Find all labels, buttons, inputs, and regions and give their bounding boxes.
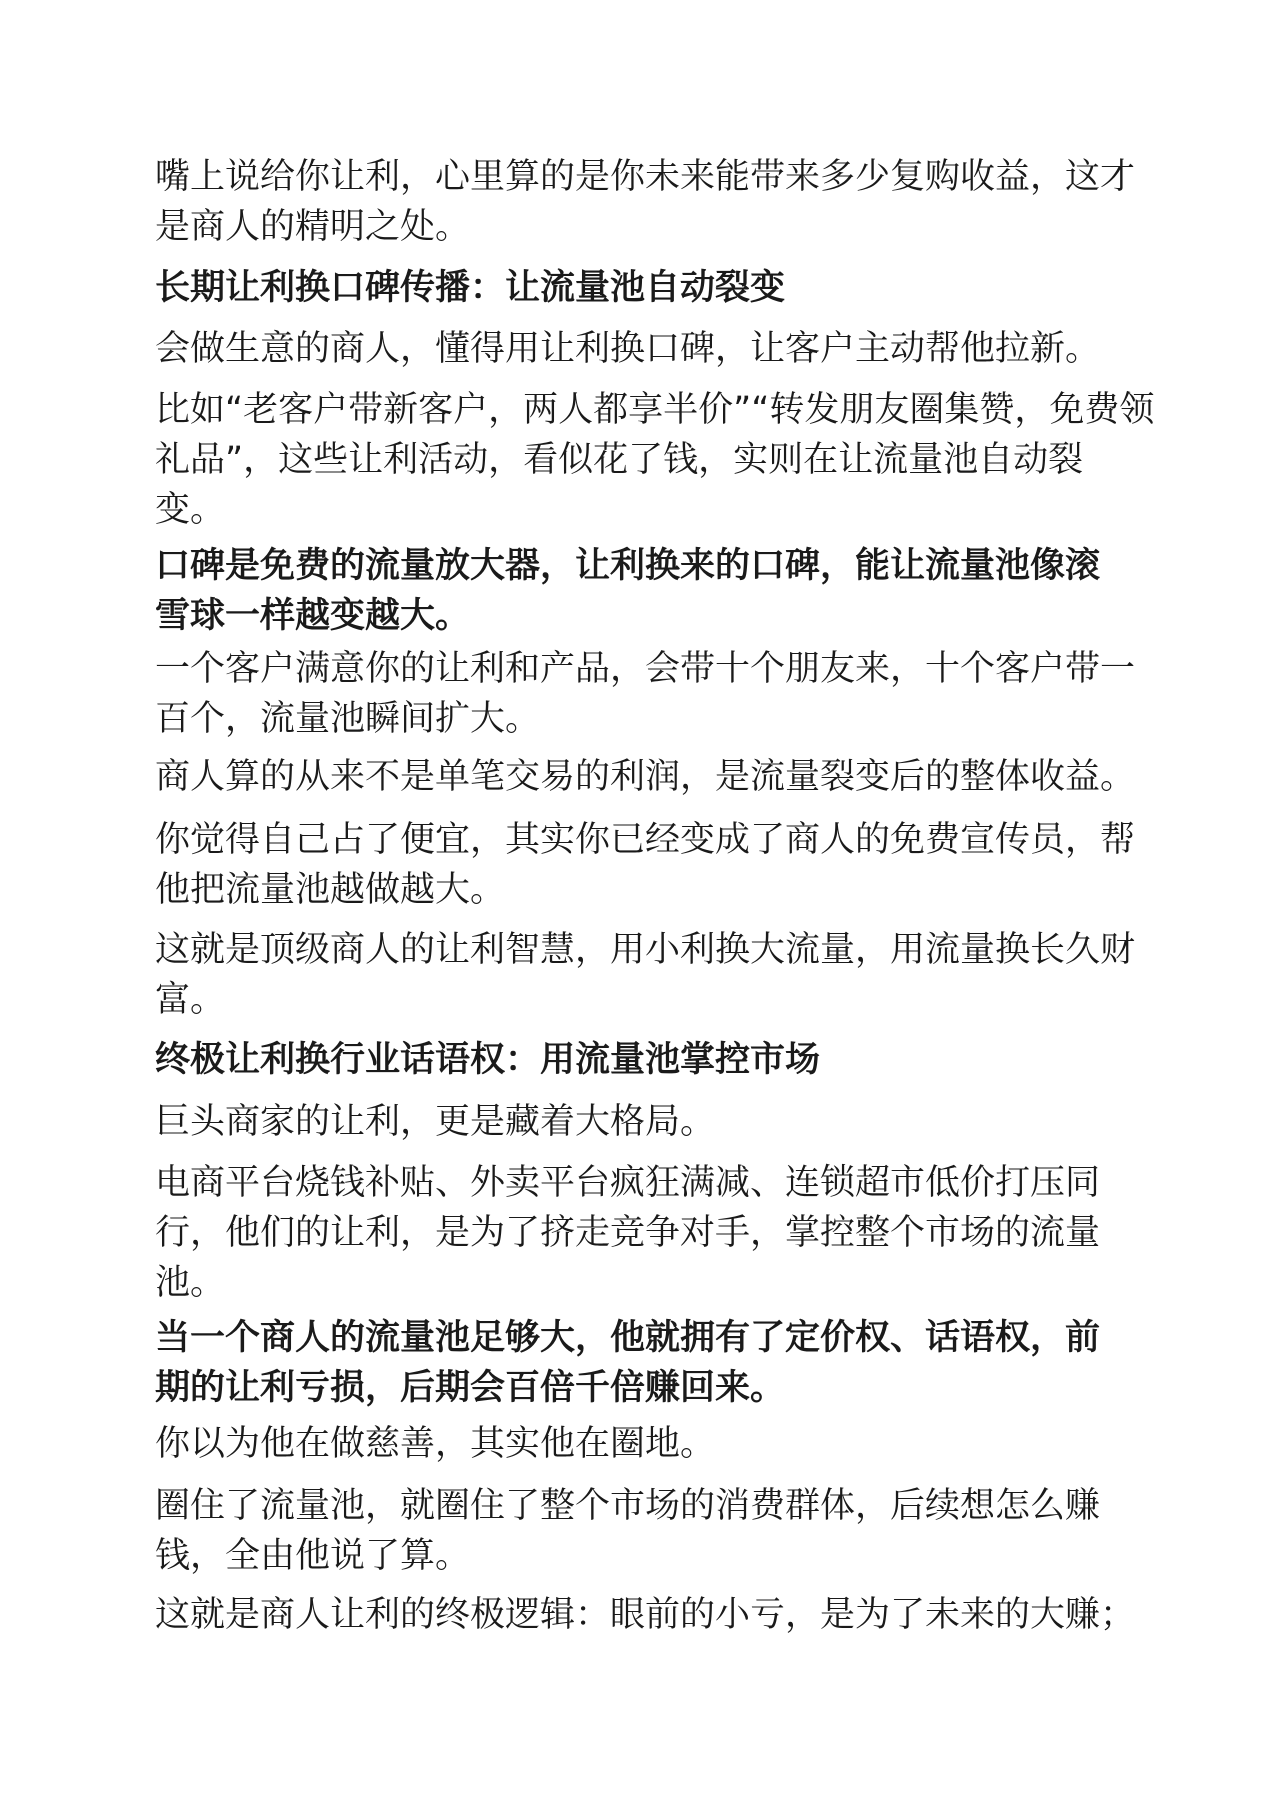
text-line: 一个客户满意你的让利和产品，会带十个朋友来，十个客户带一 <box>155 649 1136 689</box>
text-line: 这就是商人让利的终极逻辑：眼前的小亏，是为了未来的大赚； <box>155 1595 1136 1635</box>
text-line: 长期让利换口碑传播：让流量池自动裂变 <box>155 268 786 308</box>
text-line: 钱，全由他说了算。 <box>155 1536 471 1576</box>
section-heading-market-control <box>155 1035 1120 1085</box>
text-line: 富。 <box>155 980 226 1020</box>
paragraph-emphasis-pricing-power <box>155 1313 1120 1413</box>
text-line: 是商人的精明之处。 <box>155 207 471 247</box>
section-heading-word-of-mouth <box>155 263 1120 313</box>
text-line: 行，他们的让利，是为了挤走竞争对手，掌控整个市场的流量 <box>155 1213 1101 1253</box>
text-line: 变。 <box>155 490 226 530</box>
paragraph-ultimate-logic <box>155 1590 1136 1640</box>
text-line: 商人算的从来不是单笔交易的利润，是流量裂变后的整体收益。 <box>155 757 1136 797</box>
paragraph-free-promoter <box>155 815 1136 915</box>
paragraph-customer-growth <box>155 644 1136 744</box>
text-line: 嘴上说给你让利，心里算的是你未来能带来多少复购收益，这才 <box>155 157 1136 197</box>
paragraph-resale-profit <box>155 152 1136 252</box>
paragraph-big-picture <box>155 1097 1120 1147</box>
paragraph-land-grab <box>155 1419 1120 1469</box>
paragraph-overall-revenue <box>155 752 1136 802</box>
text-line: 巨头商家的让利，更是藏着大格局。 <box>155 1102 716 1142</box>
text-line: 雪球一样越变越大。 <box>155 596 471 636</box>
paragraph-example-campaigns <box>155 385 1155 535</box>
paragraph-platform-subsidies <box>155 1158 1120 1308</box>
text-line: 当一个商人的流量池足够大，他就拥有了定价权、话语权，前 <box>155 1318 1101 1358</box>
text-line: 圈住了流量池，就圈住了整个市场的消费群体，后续想怎么赚 <box>155 1486 1101 1526</box>
paragraph-consumer-base <box>155 1481 1120 1581</box>
text-line: 礼品”，这些让利活动，看似花了钱，实则在让流量池自动裂 <box>155 440 1084 480</box>
text-line: 会做生意的商人，懂得用让利换口碑，让客户主动帮他拉新。 <box>155 329 1101 369</box>
text-line: 终极让利换行业话语权：用流量池掌控市场 <box>155 1040 821 1080</box>
text-line: 他把流量池越做越大。 <box>155 870 506 910</box>
paragraph-top-merchant-wisdom <box>155 925 1136 1025</box>
text-line: 电商平台烧钱补贴、外卖平台疯狂满减、连锁超市低价打压同 <box>155 1163 1101 1203</box>
text-line: 期的让利亏损，后期会百倍千倍赚回来。 <box>155 1368 786 1408</box>
text-line: 口碑是免费的流量放大器，让利换来的口碑，能让流量池像滚 <box>155 546 1101 586</box>
text-line: 你以为他在做慈善，其实他在圈地。 <box>155 1424 716 1464</box>
text-line: 池。 <box>155 1263 226 1303</box>
text-line: 这就是顶级商人的让利智慧，用小利换大流量，用流量换长久财 <box>155 930 1136 970</box>
paragraph-referral <box>155 324 1120 374</box>
text-line: 百个，流量池瞬间扩大。 <box>155 699 541 739</box>
paragraph-emphasis-amplifier <box>155 541 1120 641</box>
text-line: 你觉得自己占了便宜，其实你已经变成了商人的免费宣传员，帮 <box>155 820 1136 860</box>
text-line: 比如“老客户带新客户，两人都享半价”“转发朋友圈集赞，免费领 <box>155 390 1155 430</box>
